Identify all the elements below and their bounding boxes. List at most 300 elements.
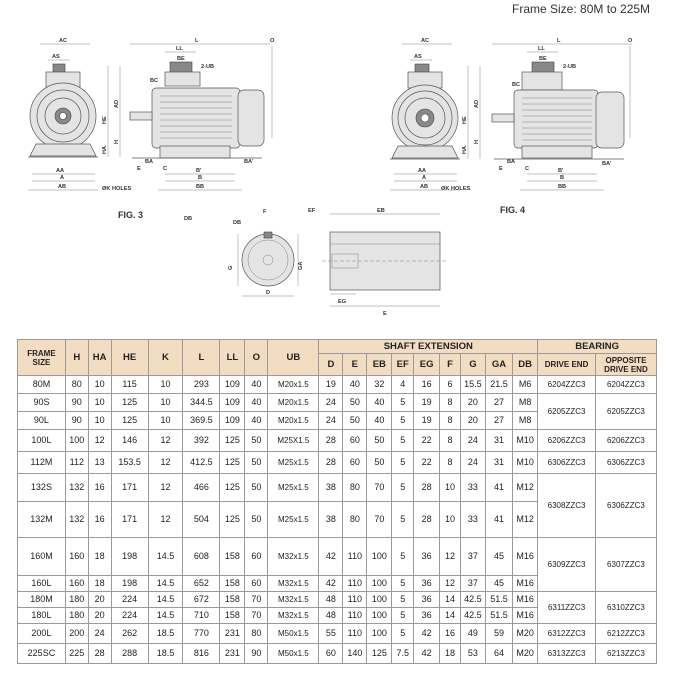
table-cell: 80 — [245, 624, 268, 644]
dim-as: AS — [52, 54, 60, 60]
dim-bb: BB — [196, 184, 205, 190]
table-cell: 90 — [65, 394, 88, 412]
table-cell: 12 — [148, 474, 183, 502]
table-cell: 153.5 — [111, 452, 148, 474]
table-cell: 158 — [220, 576, 245, 592]
table-cell: 10 — [440, 474, 461, 502]
dim-ef: EF — [308, 208, 316, 214]
table-cell: 19 — [319, 376, 343, 394]
table-cell: 40 — [343, 376, 367, 394]
table-cell: 288 — [111, 644, 148, 664]
dim-bc: BC — [512, 82, 521, 88]
table-cell: 8 — [440, 394, 461, 412]
table-cell: M32x1.5 — [268, 538, 319, 576]
table-cell: 125 — [220, 474, 245, 502]
table-cell: M16 — [513, 608, 538, 624]
table-cell: 16 — [440, 624, 461, 644]
table-cell: 109 — [220, 412, 245, 430]
table-cell: 392 — [183, 430, 220, 452]
dim-o: O — [628, 38, 633, 44]
dim-bc: BC — [150, 78, 159, 84]
table-cell: 125 — [111, 412, 148, 430]
table-cell: 146 — [111, 430, 148, 452]
dim-ab: AB — [58, 184, 67, 190]
fig4-drawing — [390, 38, 633, 215]
table-cell: 14 — [440, 592, 461, 608]
table-cell: 158 — [220, 608, 245, 624]
table-cell: M6 — [513, 376, 538, 394]
table-cell: 6213ZZC3 — [595, 644, 656, 664]
dim-g: G — [228, 265, 234, 270]
table-cell: 70 — [367, 502, 392, 538]
table-cell: 42 — [414, 624, 440, 644]
dim-as: AS — [414, 54, 422, 60]
table-cell: 33 — [460, 502, 485, 538]
frame-size-note: Frame Size: 80M to 225M — [512, 2, 651, 16]
table-cell: 27 — [485, 412, 512, 430]
table-cell: 125 — [111, 394, 148, 412]
table-cell: 6313ZZC3 — [538, 644, 596, 664]
table-cell: 110 — [343, 624, 367, 644]
header-ha: HA — [88, 340, 111, 376]
table-cell: 608 — [183, 538, 220, 576]
dim-db-top: DB — [184, 216, 193, 222]
table-cell: 64 — [485, 644, 512, 664]
table-cell: 160L — [18, 576, 66, 592]
table-cell: 5 — [392, 502, 414, 538]
table-cell: M16 — [513, 576, 538, 592]
table-cell: 45 — [485, 576, 512, 592]
dim-ac: AC — [59, 38, 68, 44]
table-cell: 110 — [343, 576, 367, 592]
header-d: D — [319, 354, 343, 376]
table-cell: 672 — [183, 592, 220, 608]
dim-ub: 2-UB — [201, 64, 215, 70]
table-cell: 225 — [65, 644, 88, 664]
table-cell: 125 — [220, 502, 245, 538]
table-cell: 198 — [111, 576, 148, 592]
header-eb: EB — [367, 354, 392, 376]
dim-ba-prime: BA' — [602, 161, 612, 167]
table-cell: 16 — [88, 474, 111, 502]
dim-f: F — [263, 209, 267, 215]
dim-ba-prime: BA' — [244, 159, 254, 165]
table-cell: 60 — [343, 452, 367, 474]
table-cell: 8 — [440, 412, 461, 430]
header-ll: LL — [220, 340, 245, 376]
table-cell: 20 — [460, 412, 485, 430]
table-cell: 18.5 — [148, 644, 183, 664]
table-cell: 180M — [18, 592, 66, 608]
table-cell: M25x1.5 — [268, 502, 319, 538]
header-ef: EF — [392, 354, 414, 376]
table-cell: 6205ZZC3 — [595, 394, 656, 430]
table-cell: 42 — [319, 538, 343, 576]
table-cell: 200L — [18, 624, 66, 644]
table-cell: 225SC — [18, 644, 66, 664]
table-cell: 10 — [88, 376, 111, 394]
dim-ll: LL — [538, 46, 545, 52]
table-cell: 80 — [343, 502, 367, 538]
table-cell: 6212ZZC3 — [595, 624, 656, 644]
table-cell: M20 — [513, 624, 538, 644]
dimensions-table — [17, 339, 657, 664]
dim-h: H — [474, 139, 480, 144]
dim-e-shaft: E — [383, 311, 387, 317]
table-cell: 6204ZZC3 — [595, 376, 656, 394]
table-cell: 4 — [392, 376, 414, 394]
header-o: O — [245, 340, 268, 376]
table-cell: 49 — [460, 624, 485, 644]
table-cell: M32x1.5 — [268, 608, 319, 624]
table-cell: 6310ZZC3 — [595, 592, 656, 624]
table-cell: 6206ZZC3 — [595, 430, 656, 452]
table-cell: 50 — [367, 452, 392, 474]
table-cell: 110 — [343, 592, 367, 608]
table-cell: 100 — [367, 608, 392, 624]
table-cell: M25x1.5 — [268, 452, 319, 474]
dim-a: A — [60, 175, 65, 181]
table-row — [18, 430, 657, 452]
table-cell: 14 — [440, 608, 461, 624]
dim-he: HE — [462, 116, 468, 124]
table-cell: 50 — [343, 394, 367, 412]
table-cell: 13 — [88, 452, 111, 474]
table-cell: 6307ZZC3 — [595, 538, 656, 592]
table-cell: 21.5 — [485, 376, 512, 394]
dim-d: D — [266, 290, 271, 296]
table-cell: 140 — [343, 644, 367, 664]
table-cell: 6204ZZC3 — [538, 376, 596, 394]
table-cell: 6306ZZC3 — [595, 474, 656, 538]
table-cell: 6306ZZC3 — [595, 452, 656, 474]
header-frame-size: FRAME SIZE — [18, 340, 66, 376]
table-cell: 5 — [392, 576, 414, 592]
table-cell: 31 — [485, 452, 512, 474]
table-cell: 36 — [414, 608, 440, 624]
table-cell: 53 — [460, 644, 485, 664]
table-cell: 38 — [319, 474, 343, 502]
table-cell: 10 — [88, 412, 111, 430]
dim-ba: BA — [145, 159, 154, 165]
table-cell: 200 — [65, 624, 88, 644]
dim-e: E — [137, 166, 141, 172]
table-cell: 100 — [367, 592, 392, 608]
table-cell: 14.5 — [148, 576, 183, 592]
table-cell: 40 — [367, 412, 392, 430]
table-cell: 48 — [319, 608, 343, 624]
table-cell: M10 — [513, 452, 538, 474]
table-cell: 6 — [440, 376, 461, 394]
table-cell: 27 — [485, 394, 512, 412]
table-cell: 24 — [319, 412, 343, 430]
table-cell: 18.5 — [148, 624, 183, 644]
header-bearing: BEARING — [538, 340, 657, 354]
dim-c: C — [163, 166, 168, 172]
table-cell: 160 — [65, 538, 88, 576]
table-cell: 18 — [440, 644, 461, 664]
table-cell: 10 — [88, 394, 111, 412]
dim-a: A — [422, 175, 427, 181]
table-cell: 6205ZZC3 — [538, 394, 596, 430]
table-cell: 6312ZZC3 — [538, 624, 596, 644]
table-cell: M8 — [513, 412, 538, 430]
table-cell: 20 — [88, 608, 111, 624]
table-cell: 12 — [88, 430, 111, 452]
table-cell: 42.5 — [460, 592, 485, 608]
table-cell: 28 — [88, 644, 111, 664]
table-cell: 24 — [460, 452, 485, 474]
dim-eb: EB — [377, 208, 385, 214]
dim-ha: HA — [462, 145, 468, 154]
table-cell: M12 — [513, 502, 538, 538]
table-cell: 8 — [440, 430, 461, 452]
table-cell: M20 — [513, 644, 538, 664]
table-cell: M20x1.5 — [268, 376, 319, 394]
dim-b-prime: B' — [558, 168, 564, 174]
table-cell: 24 — [319, 394, 343, 412]
table-cell: 19 — [414, 412, 440, 430]
table-cell: 160M — [18, 538, 66, 576]
table-row — [18, 624, 657, 644]
table-cell: 59 — [485, 624, 512, 644]
table-cell: 180L — [18, 608, 66, 624]
table-cell: 125 — [367, 644, 392, 664]
table-cell: 24 — [460, 430, 485, 452]
table-cell: 51.5 — [485, 608, 512, 624]
table-cell: M25X1.5 — [268, 430, 319, 452]
table-row — [18, 538, 657, 576]
table-cell: 224 — [111, 608, 148, 624]
table-cell: 770 — [183, 624, 220, 644]
dim-ac: AC — [421, 38, 430, 44]
fig3-drawing — [28, 38, 275, 220]
table-cell: 6311ZZC3 — [538, 592, 596, 624]
table-cell: 110 — [343, 538, 367, 576]
dim-b-prime: B' — [196, 168, 202, 174]
table-cell: 55 — [319, 624, 343, 644]
table-cell: 18 — [88, 538, 111, 576]
table-cell: 40 — [245, 412, 268, 430]
table-cell: 70 — [245, 608, 268, 624]
table-cell: 60 — [319, 644, 343, 664]
table-cell: 5 — [392, 608, 414, 624]
fig4-label: FIG. 4 — [500, 205, 526, 215]
table-cell: 100 — [367, 624, 392, 644]
dim-ba: BA — [507, 159, 516, 165]
header-drive-end: DRIVE END — [538, 354, 596, 376]
table-cell: 112M — [18, 452, 66, 474]
table-cell: 224 — [111, 592, 148, 608]
table-cell: 14.5 — [148, 538, 183, 576]
dim-db: DB — [233, 220, 242, 226]
table-cell: 504 — [183, 502, 220, 538]
dim-e: E — [499, 166, 503, 172]
table-cell: 12 — [440, 538, 461, 576]
table-cell: 16 — [88, 502, 111, 538]
table-cell: 7.5 — [392, 644, 414, 664]
table-cell: 41 — [485, 502, 512, 538]
header-e: E — [343, 354, 367, 376]
table-cell: 171 — [111, 502, 148, 538]
table-cell: M10 — [513, 430, 538, 452]
table-cell: M20x1.5 — [268, 394, 319, 412]
table-cell: 6308ZZC3 — [538, 474, 596, 538]
table-cell: 132 — [65, 474, 88, 502]
table-cell: 42 — [319, 576, 343, 592]
table-cell: 36 — [414, 592, 440, 608]
table-cell: 100 — [367, 576, 392, 592]
dim-bb: BB — [558, 184, 567, 190]
table-cell: 652 — [183, 576, 220, 592]
table-cell: 15.5 — [460, 376, 485, 394]
table-cell: 50 — [343, 412, 367, 430]
dim-ad: AD — [474, 99, 480, 108]
table-cell: 37 — [460, 538, 485, 576]
table-cell: 22 — [414, 452, 440, 474]
table-cell: 70 — [245, 592, 268, 608]
table-cell: 80M — [18, 376, 66, 394]
table-cell: 132S — [18, 474, 66, 502]
table-cell: 231 — [220, 624, 245, 644]
table-cell: 369.5 — [183, 412, 220, 430]
table-cell: M32x1.5 — [268, 576, 319, 592]
table-cell: 10 — [148, 394, 183, 412]
dim-he: HE — [102, 116, 108, 124]
table-cell: 36 — [414, 538, 440, 576]
table-cell: 50 — [367, 430, 392, 452]
dim-be: BE — [539, 56, 547, 62]
table-cell: 80 — [343, 474, 367, 502]
table-cell: 28 — [319, 452, 343, 474]
table-cell: 5 — [392, 592, 414, 608]
table-cell: 412.5 — [183, 452, 220, 474]
table-cell: 50 — [245, 430, 268, 452]
table-cell: 6306ZZC3 — [538, 452, 596, 474]
table-cell: 51.5 — [485, 592, 512, 608]
header-eg: EG — [414, 354, 440, 376]
table-cell: M32x1.5 — [268, 592, 319, 608]
dim-c: C — [525, 166, 530, 172]
table-cell: 5 — [392, 452, 414, 474]
table-cell: M50x1.5 — [268, 644, 319, 664]
table-cell: 115 — [111, 376, 148, 394]
table-cell: M50x1.5 — [268, 624, 319, 644]
dim-ll: LL — [176, 46, 183, 52]
table-cell: 32 — [367, 376, 392, 394]
table-cell: 16 — [414, 376, 440, 394]
table-cell: 231 — [220, 644, 245, 664]
table-cell: 158 — [220, 592, 245, 608]
table-cell: 109 — [220, 376, 245, 394]
header-ub: UB — [268, 340, 319, 376]
table-cell: 6206ZZC3 — [538, 430, 596, 452]
dim-l: L — [195, 38, 199, 44]
table-row — [18, 592, 657, 608]
dimensions-table-wrapper — [17, 339, 657, 664]
table-cell: 28 — [414, 474, 440, 502]
table-cell: 5 — [392, 624, 414, 644]
table-cell: 110 — [343, 608, 367, 624]
table-cell: 12 — [440, 576, 461, 592]
table-cell: 28 — [414, 502, 440, 538]
table-cell: 14.5 — [148, 608, 183, 624]
dim-l: L — [557, 38, 561, 44]
table-cell: 10 — [440, 502, 461, 538]
table-cell: 40 — [367, 394, 392, 412]
table-cell: 100 — [65, 430, 88, 452]
table-cell: 90S — [18, 394, 66, 412]
table-cell: 10 — [148, 376, 183, 394]
header-k: K — [148, 340, 183, 376]
table-cell: 100L — [18, 430, 66, 452]
dim-ub: 2-UB — [563, 64, 577, 70]
table-cell: 6309ZZC3 — [538, 538, 596, 592]
table-cell: 180 — [65, 592, 88, 608]
header-db: DB — [513, 354, 538, 376]
table-cell: 12 — [148, 502, 183, 538]
table-cell: 171 — [111, 474, 148, 502]
table-cell: 125 — [220, 452, 245, 474]
dimension-drawings — [0, 18, 700, 318]
table-cell: 48 — [319, 592, 343, 608]
table-cell: 132 — [65, 502, 88, 538]
dim-aa: AA — [56, 168, 65, 174]
table-cell: 344.5 — [183, 394, 220, 412]
table-cell: 160 — [65, 576, 88, 592]
table-cell: 20 — [88, 592, 111, 608]
dim-k-holes: ØK HOLES — [102, 186, 132, 192]
table-cell: 41 — [485, 474, 512, 502]
header-f: F — [440, 354, 461, 376]
table-row — [18, 394, 657, 412]
table-cell: M16 — [513, 538, 538, 576]
table-row — [18, 452, 657, 474]
table-cell: 50 — [245, 474, 268, 502]
table-cell: 24 — [88, 624, 111, 644]
table-cell: 5 — [392, 474, 414, 502]
dim-eg: EG — [338, 299, 347, 305]
dim-o: O — [270, 38, 275, 44]
table-row — [18, 644, 657, 664]
table-cell: 90 — [245, 644, 268, 664]
table-cell: 18 — [88, 576, 111, 592]
table-cell: M8 — [513, 394, 538, 412]
table-cell: 45 — [485, 538, 512, 576]
table-cell: 80 — [65, 376, 88, 394]
fig3-label: FIG. 3 — [118, 210, 144, 220]
table-cell: 40 — [245, 394, 268, 412]
dim-be: BE — [177, 56, 185, 62]
table-cell: 12 — [148, 430, 183, 452]
header-g: G — [460, 354, 485, 376]
table-cell: 5 — [392, 538, 414, 576]
table-cell: 10 — [148, 412, 183, 430]
dim-h: H — [114, 139, 120, 144]
shaft-detail-drawing — [184, 208, 448, 317]
table-cell: 112 — [65, 452, 88, 474]
table-row — [18, 376, 657, 394]
header-he: HE — [111, 340, 148, 376]
header-opposite-drive-end: OPPOSITE DRIVE END — [595, 354, 656, 376]
table-cell: 42 — [414, 644, 440, 664]
table-cell: 33 — [460, 474, 485, 502]
table-cell: 293 — [183, 376, 220, 394]
table-cell: 31 — [485, 430, 512, 452]
table-cell: 50 — [245, 452, 268, 474]
table-cell: 198 — [111, 538, 148, 576]
dim-ga: GA — [298, 261, 304, 270]
